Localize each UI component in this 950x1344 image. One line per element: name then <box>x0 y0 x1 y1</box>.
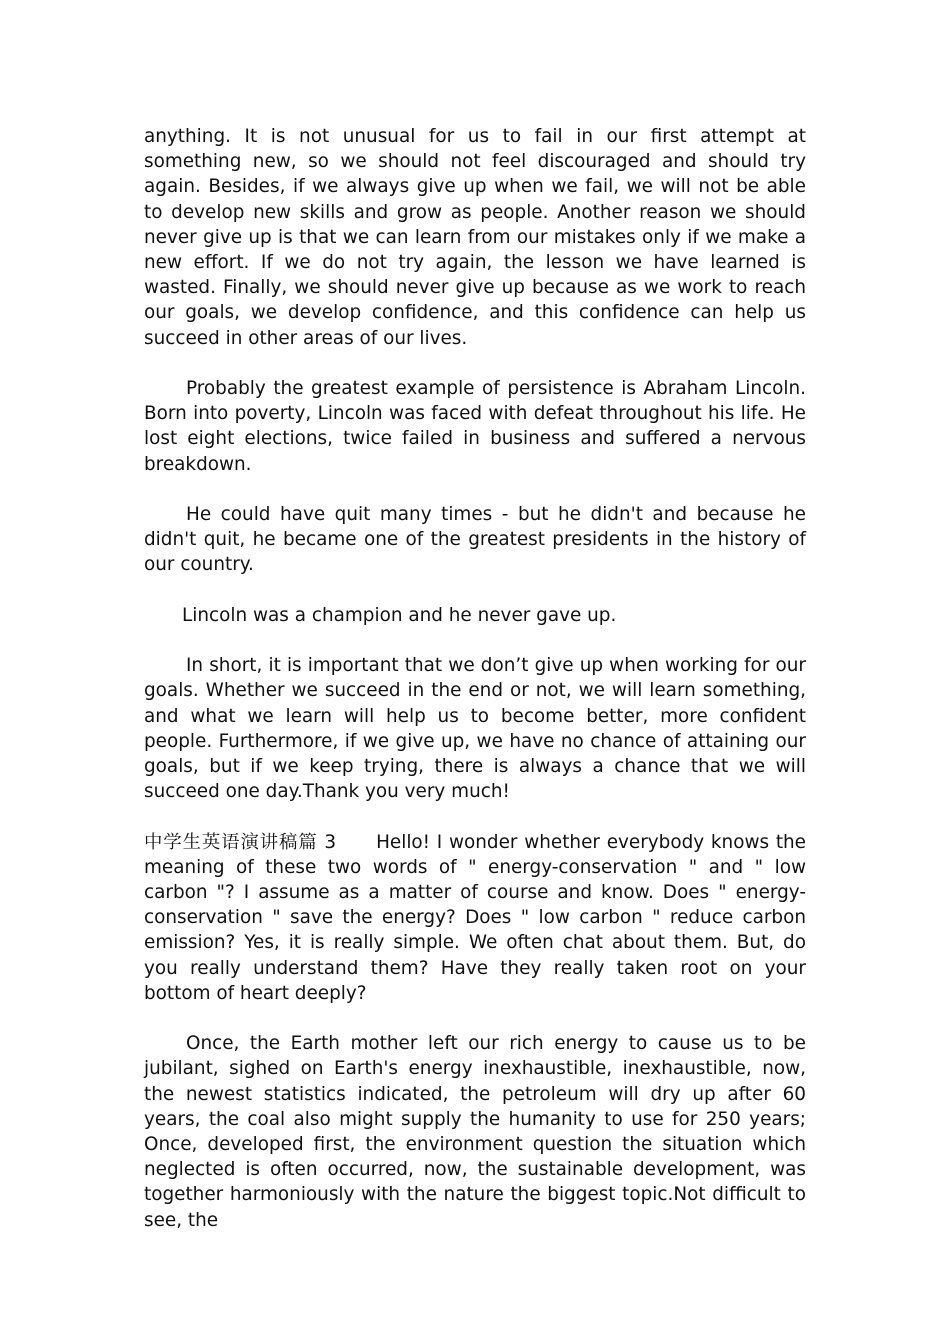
paragraph-lincoln-champion: Lincoln was a champion and he never gave up. <box>182 604 617 626</box>
document-page <box>144 124 806 1258</box>
paragraph-persistence-reasons: anything. It is not unusual for us to fail in our first attempt at something new, so we should not feel discouraged and should try again. Besides, if we always give up when we fail, we will not be able to develop new skills and grow as people. Another reason we should never give up is that we can learn from our mistakes only if we make a new effort. If we do not try again, the lesson we have learned is wasted. Finally, we should never give up because as we work to reach our goals, we develop confidence, and this confidence can help us succeed in other areas of our lives. <box>144 126 806 349</box>
paragraph-speech-3-intro <box>144 830 806 1006</box>
paragraph-lincoln-example: Probably the greatest example of persistence is Abraham Lincoln. Born into poverty, Lincoln was faced with defeat throughout his life. He lost eight elections, twice failed in business and suffered a nervous breakdown. <box>144 378 806 475</box>
paragraph-earth-energy: Once, the Earth mother left our rich energy to cause us to be jubilant, sighed on Earth's energy inexhaustible, inexhaustible, now, the newest statistics indicated, the petroleum will dry up after 60 years, the coal also might supply the humanity to use for 250 years; Once, developed first, the environment question the situation which neglected is often occurred, now, the sustainable development, was together harmoniously with the nature the biggest topic.Not difficult to see, the <box>144 1033 806 1231</box>
paragraph-conclusion: In short, it is important that we don’t give up when working for our goals. Whether we succeed in the end or not, we will learn something, and what we learn will help us to become better, more confident people. Furthermore, if we give up, we have no chance of attaining our goals, but if we keep trying, there is always a chance that we will succeed one day.Thank you very much! <box>144 655 806 803</box>
section-heading: 中学生英语演讲稿篇 3 <box>144 831 337 853</box>
paragraph-lincoln-quit: He could have quit many times - but he didn't and because he didn't quit, he became one of the greatest presidents in the history of our country. <box>144 504 806 576</box>
speech-3-intro-text: Hello! I wonder whether everybody knows the meaning of these two words of " energy-conservation " and " low carbon "? I assume as a matter of course and know. Does " energy-conservation " save the energy? Does " low carbon " reduce carbon emission? Yes, it is really simple. We often chat about them. But, do you really understand them? Have they really taken root on your bottom of heart deeply? <box>144 831 806 1004</box>
